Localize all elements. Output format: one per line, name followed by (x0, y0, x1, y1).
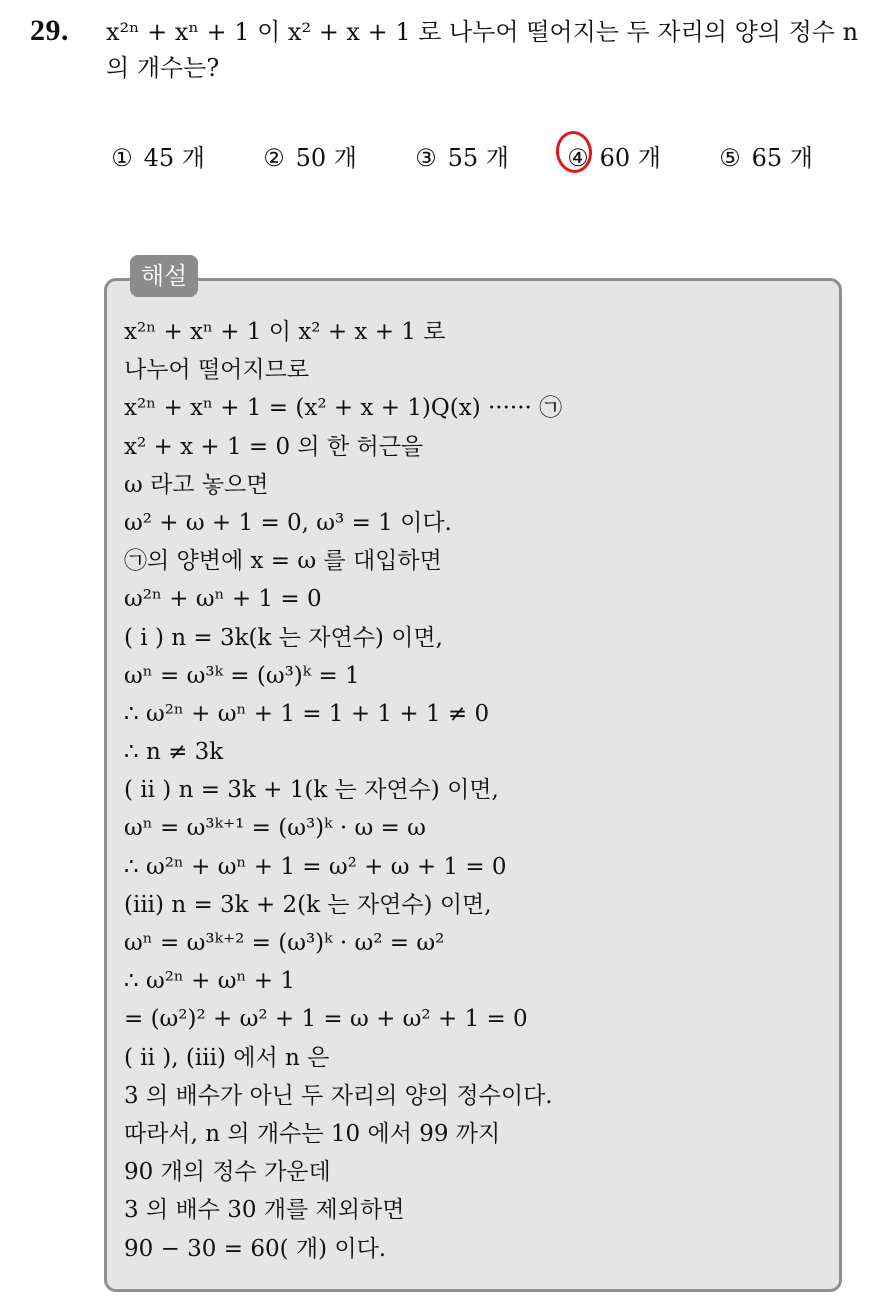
solution-line: (iii) n = 3k + 2(k 는 자연수) 이면, (124, 891, 492, 918)
solution-line: ∴ ω²ⁿ + ωⁿ + 1 = ω² + ω + 1 = 0 (124, 853, 507, 880)
question-line-1: x²ⁿ + xⁿ + 1 이 x² + x + 1 로 나누어 떨어지는 두 자리의 양의 정수 n (106, 18, 859, 46)
choice-1[interactable] (108, 138, 205, 178)
solution-line: ω 라고 놓으면 (124, 471, 269, 498)
solution-line: ωⁿ = ω³ᵏ = (ω³)ᵏ = 1 (124, 662, 360, 689)
solution-line: 90 − 30 = 60( 개) 이다. (124, 1235, 387, 1262)
choice-5-text: 65 개 (751, 144, 813, 172)
solution-line: ωⁿ = ω³ᵏ⁺¹ = (ω³)ᵏ · ω = ω (124, 815, 426, 842)
problem-number: 29. (30, 14, 69, 47)
solution-line: = (ω²)² + ω² + 1 = ω + ω² + 1 = 0 (124, 1006, 528, 1033)
choice-3-mark: ③ (415, 144, 437, 172)
solution-line: ∴ ω²ⁿ + ωⁿ + 1 (124, 968, 295, 995)
choice-1-text: 45 개 (143, 144, 205, 172)
solution-line: ( i ) n = 3k(k 는 자연수) 이면, (124, 624, 443, 651)
choice-4-mark: ④ (567, 144, 589, 172)
choice-4-text: 60 개 (599, 144, 661, 172)
solution-line: ω²ⁿ + ωⁿ + 1 = 0 (124, 586, 322, 613)
solution-line: 3 의 배수 30 개를 제외하면 (124, 1197, 405, 1224)
choice-5-mark: ⑤ (719, 144, 741, 172)
solution-line: x²ⁿ + xⁿ + 1 이 x² + x + 1 로 (124, 319, 446, 345)
choice-3-text: 55 개 (447, 144, 509, 172)
question-line-2: 의 개수는? (106, 54, 220, 82)
answer-choices (108, 138, 828, 178)
solution-line: ωⁿ = ω³ᵏ⁺² = (ω³)ᵏ · ω² = ω² (124, 930, 445, 956)
solution-line: ω² + ω + 1 = 0, ω³ = 1 이다. (124, 509, 452, 536)
choice-2-text: 50 개 (295, 144, 357, 172)
solution-line: ( ii ) n = 3k + 1(k 는 자연수) 이면, (124, 777, 499, 804)
solution-line: ∴ n ≠ 3k (124, 739, 224, 766)
solution-text (124, 313, 824, 1268)
question-text (106, 14, 866, 86)
choice-1-mark: ① (111, 144, 133, 172)
choice-3[interactable] (412, 138, 509, 178)
choice-2[interactable] (260, 138, 357, 178)
solution-line: x² + x + 1 = 0 의 한 허근을 (124, 433, 424, 460)
choice-2-mark: ② (263, 144, 285, 172)
solution-line: ( ii ), (iii) 에서 n 은 (124, 1044, 330, 1071)
solution-line: 90 개의 정수 가운데 (124, 1159, 331, 1186)
solution-line: ∴ ω²ⁿ + ωⁿ + 1 = 1 + 1 + 1 ≠ 0 (124, 700, 490, 727)
choice-5[interactable] (716, 138, 813, 178)
solution-line: 나누어 떨어지므로 (124, 357, 310, 384)
solution-line: x²ⁿ + xⁿ + 1 = (x² + x + 1)Q(x) ······ ㉠ (124, 395, 563, 422)
solution-tag: 해설 (130, 255, 198, 297)
solution-line: 3 의 배수가 아닌 두 자리의 양의 정수이다. (124, 1082, 553, 1109)
solution-line: ㉠의 양변에 x = ω 를 대입하면 (124, 548, 442, 575)
solution-line: 따라서, n 의 개수는 10 에서 99 까지 (124, 1120, 501, 1147)
